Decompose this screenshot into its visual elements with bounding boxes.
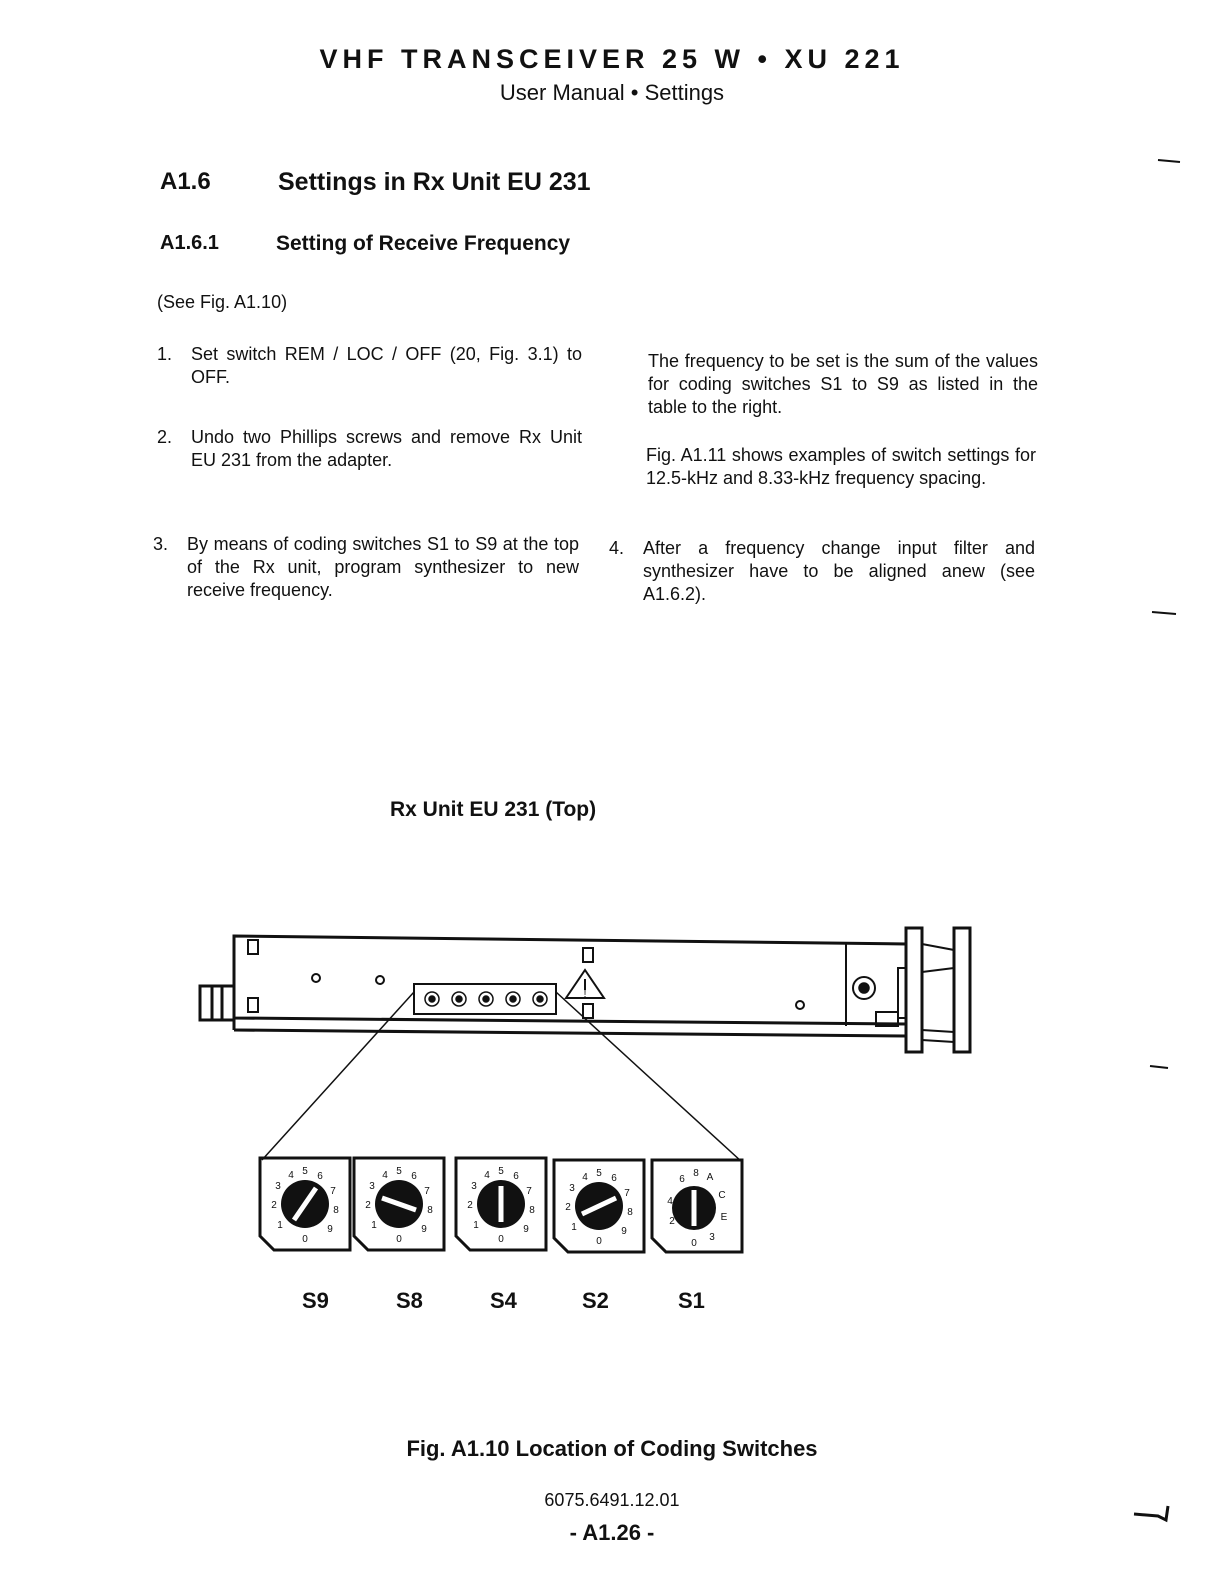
svg-text:9: 9 — [421, 1224, 427, 1235]
coding-switches — [260, 1158, 742, 1252]
svg-text:0: 0 — [498, 1234, 504, 1245]
svg-text:6: 6 — [411, 1171, 417, 1182]
paragraph-frequency-sum: The frequency to be set is the sum of the values for coding switches S1 to S9 as listed in the table to the right. — [648, 351, 1038, 417]
svg-text:6: 6 — [513, 1171, 519, 1182]
svg-text:4: 4 — [582, 1172, 588, 1183]
switch-label-s2: S2 — [582, 1288, 609, 1313]
svg-text:7: 7 — [624, 1188, 630, 1199]
svg-text:8: 8 — [693, 1168, 699, 1179]
svg-text:4: 4 — [667, 1196, 673, 1207]
svg-text:0: 0 — [396, 1234, 402, 1245]
step-text: After a frequency change input filter and synthesizer have to be aligned anew (see A1.6.2). — [643, 538, 1035, 604]
svg-text:6: 6 — [679, 1174, 685, 1185]
svg-text:2: 2 — [271, 1200, 277, 1211]
step-text: Set switch REM / LOC / OFF (20, Fig. 3.1) to OFF. — [191, 344, 582, 387]
svg-text:8: 8 — [627, 1207, 633, 1218]
svg-text:4: 4 — [288, 1170, 294, 1181]
svg-text:4: 4 — [382, 1170, 388, 1181]
svg-text:8: 8 — [529, 1205, 535, 1216]
step-number: 3. — [153, 534, 169, 554]
step-number: 2. — [157, 427, 173, 447]
svg-text:8: 8 — [333, 1205, 339, 1216]
document-number: 6075.6491.12.01 — [544, 1490, 680, 1510]
section-title: Settings in Rx Unit EU 231 — [278, 168, 591, 196]
paragraph-example-settings: Fig. A1.11 shows examples of switch settings for 12.5-kHz and 8.33-kHz frequency spacing. — [646, 445, 1036, 488]
svg-text:5: 5 — [302, 1166, 308, 1177]
switch-label-s1: S1 — [678, 1288, 705, 1313]
svg-text:!: ! — [583, 989, 587, 1000]
svg-text:8: 8 — [427, 1205, 433, 1216]
svg-text:0: 0 — [596, 1236, 602, 1247]
svg-text:C: C — [718, 1190, 726, 1201]
switch-s2 — [554, 1160, 644, 1252]
svg-text:1: 1 — [473, 1220, 479, 1231]
switch-s9 — [260, 1158, 350, 1250]
svg-text:1: 1 — [571, 1222, 577, 1233]
subsection-title: Setting of Receive Frequency — [276, 232, 571, 255]
document-title: VHF TRANSCEIVER 25 W • XU 221 — [319, 44, 905, 74]
switch-label-s9: S9 — [302, 1288, 329, 1313]
svg-text:7: 7 — [424, 1186, 430, 1197]
svg-text:2: 2 — [467, 1200, 473, 1211]
step-text: By means of coding switches S1 to S9 at the top of the Rx unit, program synthesizer to new receive frequency. — [187, 534, 579, 600]
svg-text:3: 3 — [569, 1183, 575, 1194]
svg-text:5: 5 — [396, 1166, 402, 1177]
figure-title: Rx Unit EU 231 (Top) — [390, 798, 597, 821]
svg-text:6: 6 — [611, 1173, 617, 1184]
svg-text:3: 3 — [709, 1232, 715, 1243]
switch-label-s4: S4 — [490, 1288, 517, 1313]
svg-text:2: 2 — [365, 1200, 371, 1211]
section-number: A1.6 — [160, 168, 211, 195]
svg-text:2: 2 — [565, 1202, 571, 1213]
svg-text:3: 3 — [275, 1181, 281, 1192]
switch-label-s8: S8 — [396, 1288, 423, 1313]
svg-text:6: 6 — [317, 1171, 323, 1182]
svg-text:5: 5 — [596, 1168, 602, 1179]
svg-text:0: 0 — [691, 1238, 697, 1249]
svg-text:0: 0 — [302, 1234, 308, 1245]
svg-text:1: 1 — [277, 1220, 283, 1231]
svg-text:3: 3 — [471, 1181, 477, 1192]
svg-text:7: 7 — [330, 1186, 336, 1197]
step-number: 4. — [609, 538, 625, 558]
svg-text:9: 9 — [621, 1226, 627, 1237]
figure-caption: Fig. A1.10 Location of Coding Switches — [406, 1436, 818, 1461]
svg-text:4: 4 — [484, 1170, 490, 1181]
svg-text:2: 2 — [669, 1216, 675, 1227]
switch-s4 — [456, 1158, 546, 1250]
svg-text:3: 3 — [369, 1181, 375, 1192]
svg-text:9: 9 — [523, 1224, 529, 1235]
document-subtitle: User Manual • Settings — [499, 80, 725, 105]
subsection-number: A1.6.1 — [160, 232, 219, 254]
svg-text:1: 1 — [371, 1220, 377, 1231]
step-number: 1. — [157, 344, 173, 364]
svg-text:7: 7 — [526, 1186, 532, 1197]
switch-s1 — [652, 1160, 742, 1252]
step-text: Undo two Phillips screws and remove Rx Unit EU 231 from the adapter. — [191, 427, 582, 470]
svg-text:5: 5 — [498, 1166, 504, 1177]
page-number: - A1.26 - — [569, 1520, 655, 1545]
svg-text:E: E — [720, 1212, 728, 1223]
switch-s8 — [354, 1158, 444, 1250]
svg-text:A: A — [706, 1172, 714, 1183]
svg-text:9: 9 — [327, 1224, 333, 1235]
figure-reference: (See Fig. A1.10) — [157, 292, 288, 312]
